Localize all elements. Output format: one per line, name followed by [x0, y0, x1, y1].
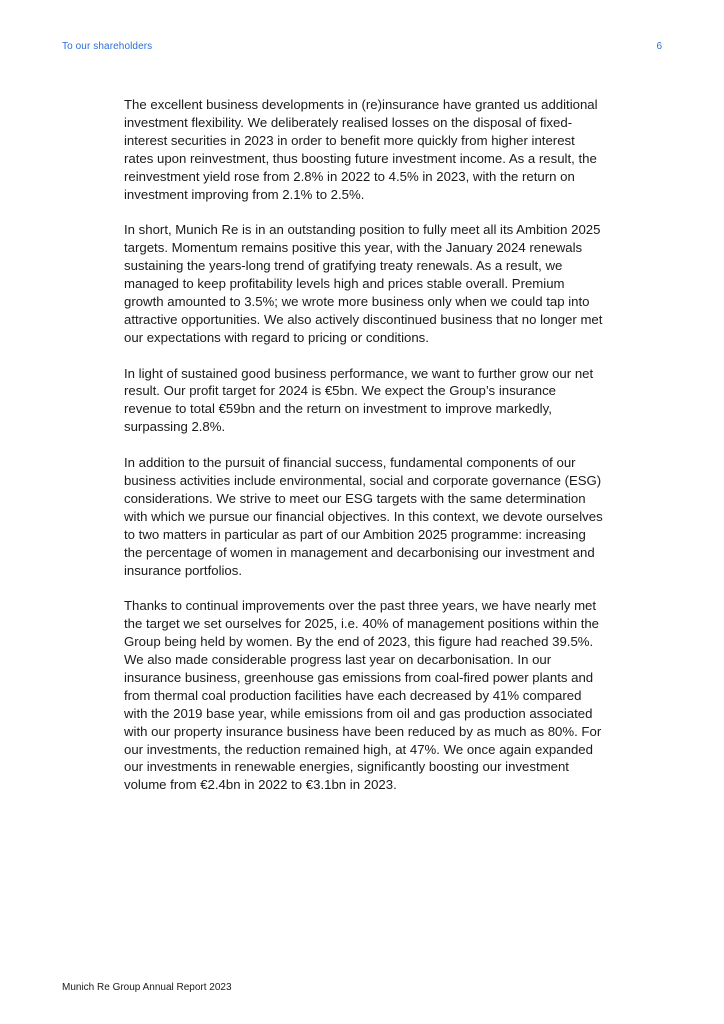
- page-number: 6: [656, 41, 662, 52]
- section-header-link[interactable]: To our shareholders: [62, 41, 153, 52]
- paragraph-ambition-2025: In short, Munich Re is in an outstanding position to fully meet all its Ambition 2025 targets. Momentum remains positive this year, with the January 2024 renewals sustaining the years-long trend of gratifying treaty renewals. As a result, we managed to keep profitability levels high and prices stable overall. Premium growth amounted to 3.5%; we wrote more business only when we could tap into attractive opportunities. We also actively discontinued business that no longer met our expectations with regard to pricing or conditions.: [124, 222, 603, 345]
- paragraph-investment-flexibility: The excellent business developments in (re)insurance have granted us additional investment flexibility. We deliberately realised losses on the disposal of fixed-interest securities in 2023 in order to benefit more quickly from higher interest rates upon reinvestment, thus boosting future investment income. As a result, the reinvestment yield rose from 2.8% in 2022 to 4.5% in 2023, with the return on investment improving from 2.1% to 2.5%.: [124, 97, 598, 202]
- paragraph-esg: In addition to the pursuit of financial success, fundamental components of our business activities include environmental, social and corporate governance (ESG) considerations. We strive to meet our ESG targets with the same determination with which we pursue our financial objectives. In this context, we devote ourselves to two matters in particular as part of our Ambition 2025 programme: increasing the percentage of women in management and decarbonising our investment and insurance portfolios.: [124, 455, 603, 578]
- paragraph-progress: Thanks to continual improvements over the past three years, we have nearly met the target we set ourselves for 2025, i.e. 40% of management positions within the Group being held by women. By the end of 2023, this figure had reached 39.5%. We also made considerable progress last year on decarbonisation. In our insurance business, greenhouse gas emissions from coal-fired power plants and from thermal coal production facilities have each decreased by 41% compared with the 2019 base year, while emissions from oil and gas production associated with our property insurance business have been reduced by as much as 80%. For our investments, the reduction remained high, at 47%. We once again expanded our investments in renewable energies, significantly boosting our investment volume from €2.4bn in 2022 to €3.1bn in 2023.: [124, 598, 602, 793]
- paragraph-profit-target: In light of sustained good business performance, we want to further grow our net result. Our profit target for 2024 is €5bn. We expect the Group’s insurance revenue to total €59bn and the return on investment to improve markedly, surpassing 2.8%.: [124, 365, 594, 435]
- letter-body: [124, 96, 604, 794]
- footer-report-title: Munich Re Group Annual Report 2023: [62, 982, 232, 993]
